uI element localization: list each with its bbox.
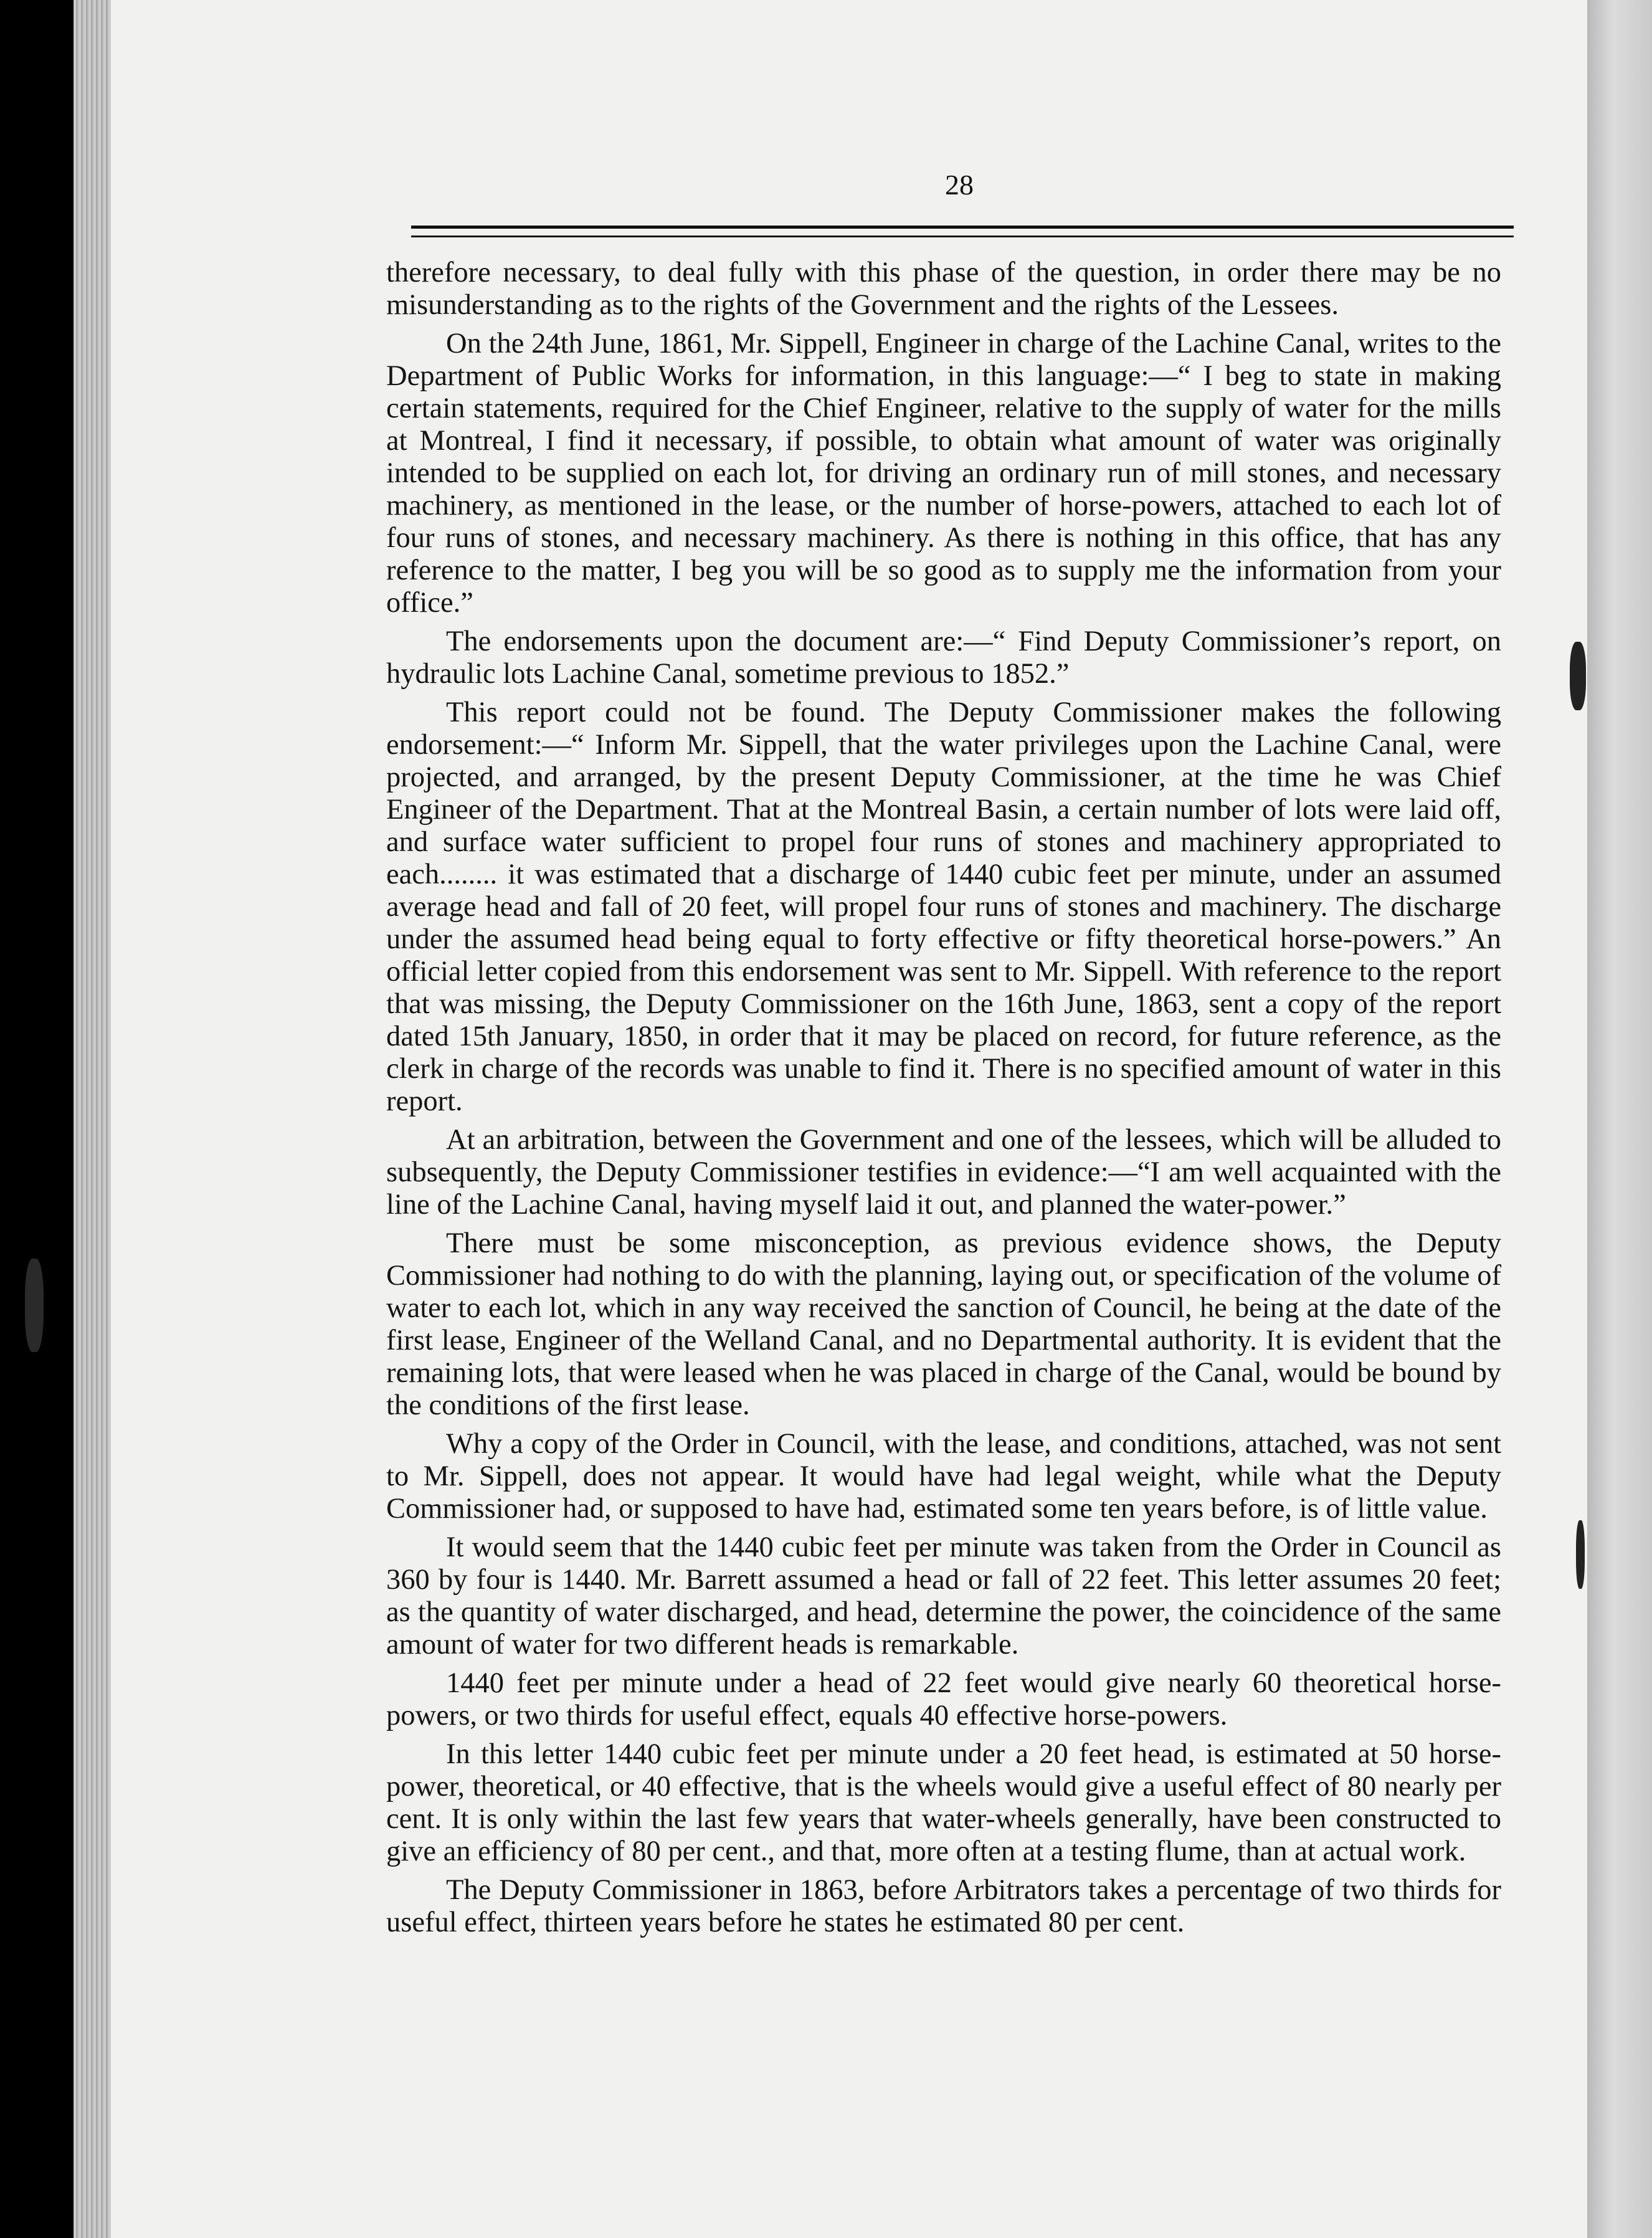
paragraph: Why a copy of the Order in Council, with the lease, and conditions, attached, was not sent to Mr. Sippell, does not appear. It would have had legal weight, while what the Deputy Commissioner had, or supposed to have had, estimated some ten years before, is of little value.: [386, 1428, 1501, 1525]
paragraph: The Deputy Commissioner in 1863, before Arbitrators takes a percentage of two thirds for useful effect, thirteen years before he states he estimated 80 per cent.: [386, 1874, 1501, 1938]
header-rule: [411, 226, 1514, 229]
paragraph: It would seem that the 1440 cubic feet per minute was taken from the Order in Council as 360 by four is 1440. Mr. Barrett assumed a head or fall of 22 feet. This letter assumes 20 feet; as the quantity of water discharged, and head, determine the power, the coincidence of the same amount of water for two different heads is remarkable.: [386, 1531, 1501, 1660]
paragraph: At an arbitration, between the Government and one of the lessees, which will be alluded to subsequently, the Deputy Commissioner testifies in evidence:—“I am well acquainted with the line of the Lachine Canal, having myself laid it out, and planned the water-power.”: [386, 1124, 1501, 1221]
paragraph: This report could not be found. The Deputy Commissioner makes the following endorsement:—“ Inform Mr. Sippell, that the water privileges upon the Lachine Canal, were projected, and arranged, by the present Deputy Commissioner, at the time he was Chief Engineer of the Department. That at the Montreal Basin, a certain number of lots were laid off, and surface water sufficient to propel four runs of stones and machinery appropriated to each........ it was estimated that a discharge of 1440 cubic feet per minute, under an assumed average head and fall of 20 feet, will propel four runs of stones and machinery. The discharge under the assumed head being equal to forty effective or fifty theoretical horse-powers.” An official letter copied from this endorsement was sent to Mr. Sippell. With reference to the report that was missing, the Deputy Commissioner on the 16th June, 1863, sent a copy of the report dated 15th January, 1850, in order that it may be placed on record, for future reference, as the clerk in charge of the records was unable to find it. There is no specified amount of water in this report.: [386, 697, 1501, 1117]
binding-mark: [25, 1259, 44, 1352]
body-text: [386, 257, 1501, 1939]
paragraph: The endorsements upon the document are:—“ Find Deputy Commissioner’s report, on hydraulic lots Lachine Canal, sometime previous to 1852.”: [386, 626, 1501, 690]
paragraph: 1440 feet per minute under a head of 22 feet would give nearly 60 theoretical horse-powers, or two thirds for useful effect, equals 40 effective horse-powers.: [386, 1667, 1501, 1731]
binding-mark: [1570, 642, 1586, 710]
page-number: 28: [945, 169, 974, 201]
paragraph: In this letter 1440 cubic feet per minute under a 20 feet head, is estimated at 50 horse-power, theoretical, or 40 effective, that is the wheels would give a useful effect of 80 nearly per cent. It is only within the last few years that water-wheels generally, have been constructed to give an efficiency of 80 per cent., and that, more often at a testing flume, than at actual work.: [386, 1738, 1501, 1867]
header-rule: [411, 236, 1514, 237]
book-cover-edge: [1587, 0, 1652, 2238]
binding-mark: [1576, 1520, 1585, 1589]
book-page-edges: [74, 0, 111, 2238]
paragraph: On the 24th June, 1861, Mr. Sippell, Engineer in charge of the Lachine Canal, writes to the Department of Public Works for information, in this language:—“ I beg to state in making certain statements, required for the Chief Engineer, relative to the supply of water for the mills at Montreal, I find it necessary, if possible, to obtain what amount of water was originally intended to be supplied on each lot, for driving an ordinary run of mill stones, and necessary machinery, as mentioned in the lease, or the number of horse-powers, attached to each lot of four runs of stones, and necessary machinery. As there is nothing in this office, that has any reference to the matter, I beg you will be so good as to supply me the information from your office.”: [386, 328, 1501, 619]
paragraph: There must be some misconception, as previous evidence shows, the Deputy Commissioner had nothing to do with the planning, laying out, or specification of the volume of water to each lot, which in any way received the sanction of Council, he being at the date of the first lease, Engineer of the Welland Canal, and no Departmental authority. It is evident that the remaining lots, that were leased when he was placed in charge of the Canal, would be bound by the conditions of the first lease.: [386, 1227, 1501, 1421]
paragraph: therefore necessary, to deal fully with this phase of the question, in order there may be no misunderstanding as to the rights of the Government and the rights of the Lessees.: [386, 257, 1501, 321]
